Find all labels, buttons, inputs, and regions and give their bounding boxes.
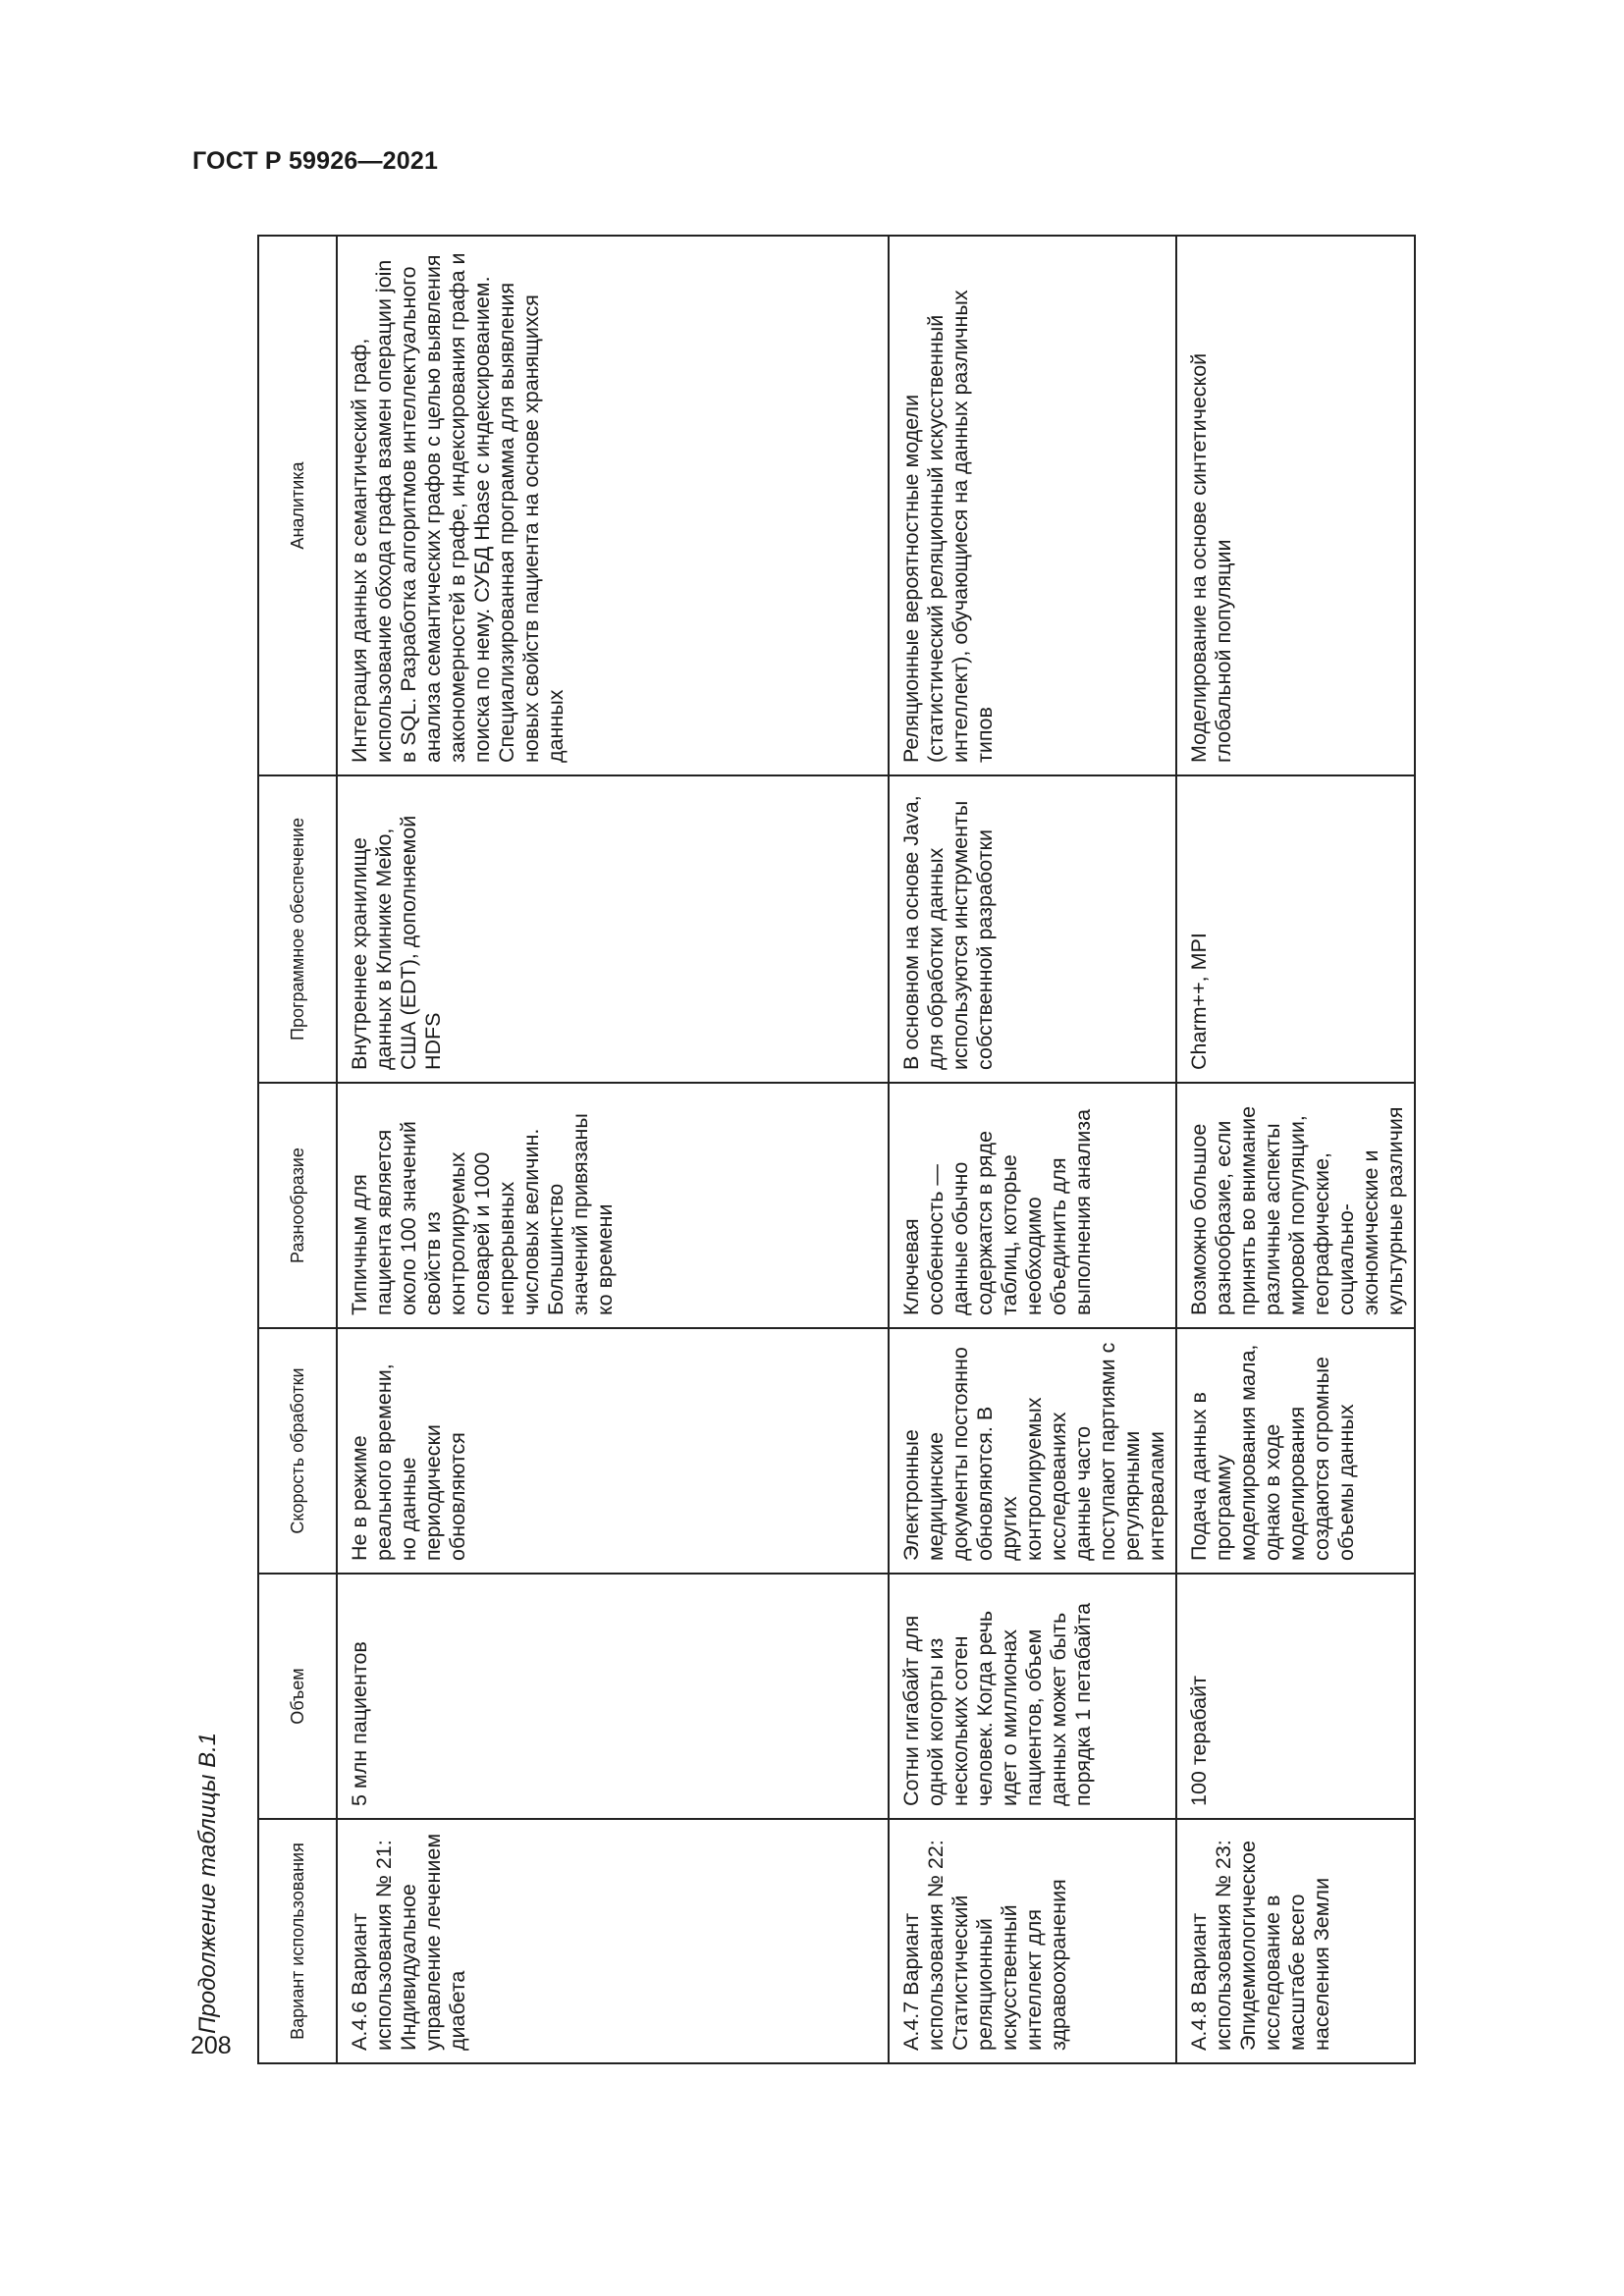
column-header-software: Программное обеспечение [258, 775, 337, 1083]
cell-analytics: Интеграция данных в семантический граф, использование обхода графа взамен операции join в SQL. Разработка алгоритмов интеллектуального анализа семантических графов с целью выявления закономерностей в графе, индексирования графа и поиска по нему. СУБД Hbase с индексированием. Специализированная программа для выявления новых свойств пациента на основе хранящихся данных [337, 236, 889, 775]
page-number: 208 [190, 2032, 232, 2059]
cell-use-case: А.4.7 Вариант использования № 22: Статистический реляционный искусственный интеллект для здравоохранения [889, 1819, 1176, 2063]
cell-volume: 5 млн пациентов [337, 1574, 889, 1819]
document-header: ГОСТ Р 59926—2021 [192, 147, 439, 175]
cell-analytics: Моделирование на основе синтетической глобальной популяции [1176, 236, 1415, 775]
use-case-table [257, 235, 1416, 2064]
column-header-analytics: Аналитика [258, 236, 337, 775]
cell-software: Charm++, MPI [1176, 775, 1415, 1083]
continuation-label: Продолжение таблицы В.1 [194, 1732, 221, 2034]
column-header-volume: Объем [258, 1574, 337, 1819]
table-row [1176, 236, 1415, 2063]
rotated-table-wrapper [257, 237, 1407, 2064]
column-header-variety: Разнообразие [258, 1083, 337, 1328]
column-header-velocity: Скорость обработки [258, 1328, 337, 1574]
cell-variety: Типичным для пациента является около 100 значений свойств из контролируемых словарей и 1000 непрерывных числовых величин. Большинство значений привязаны ко времени [337, 1083, 889, 1328]
cell-volume: Сотни гигабайт для одной когорты из нескольких сотен человек. Когда речь идет о миллионах пациентов, объем данных может быть порядка 1 петабайта [889, 1574, 1176, 1819]
column-header-use-case: Вариант использования [258, 1819, 337, 2063]
cell-variety: Возможно большое разнообразие, если принять во внимание различные аспекты мировой популяции, географические, социально-экономические и культурные различия [1176, 1083, 1415, 1328]
table-header-row [258, 236, 337, 2063]
cell-velocity: Электронные медицинские документы постоянно обновляются. В других контролируемых исследованиях данные часто поступают партиями с регулярными интервалами [889, 1328, 1176, 1574]
cell-use-case: А.4.8 Вариант использования № 23: Эпидемиологическое исследование в масштабе всего населения Земли [1176, 1819, 1415, 2063]
cell-software: В основном на основе Java, для обработки данных используются инструменты собственной разработки [889, 775, 1176, 1083]
cell-variety: Ключевая особенность — данные обычно содержатся в ряде таблиц, которые необходимо объединить для выполнения анализа [889, 1083, 1176, 1328]
cell-velocity: Подача данных в программу моделирования мала, однако в ходе моделирования создаются огромные объемы данных [1176, 1328, 1415, 1574]
table-row [889, 236, 1176, 2063]
cell-velocity: Не в режиме реального времени, но данные периодически обновляются [337, 1328, 889, 1574]
cell-analytics: Реляционные вероятностные модели (статистический реляционный искусственный интеллект), обучающиеся на данных различных типов [889, 236, 1176, 775]
cell-software: Внутреннее хранилище данных в Клинике Мейо, США (EDT), дополняемой HDFS [337, 775, 889, 1083]
cell-use-case: А.4.6 Вариант использования № 21: Индивидуальное управление лечением диабета [337, 1819, 889, 2063]
cell-volume: 100 терабайт [1176, 1574, 1415, 1819]
table-row [337, 236, 889, 2063]
